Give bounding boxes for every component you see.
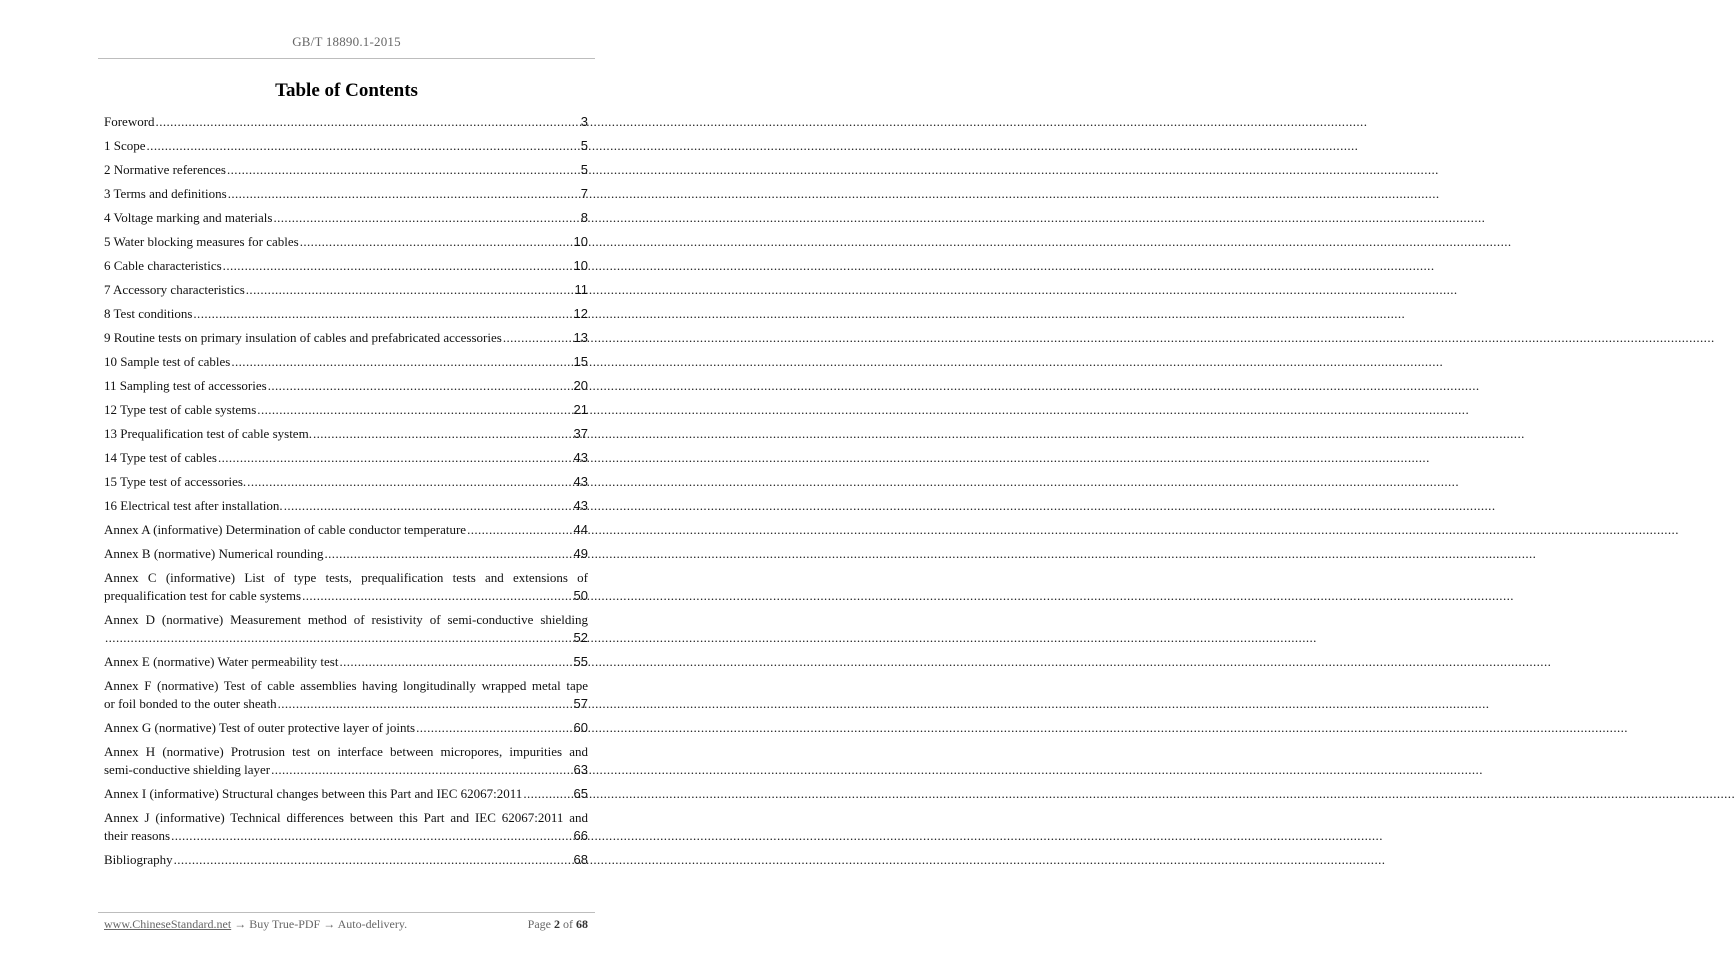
toc-entry[interactable] — [104, 449, 588, 467]
total-pages-number: 68 — [576, 917, 588, 931]
toc-entry-line — [104, 497, 588, 515]
toc-entry-title: Annex I (informative) Structural changes between this Part and IEC 62067:2011 — [104, 786, 523, 801]
page-title: Table of Contents — [275, 80, 418, 101]
toc-entry-page: 43 — [573, 474, 588, 489]
toc-leader-dots — [278, 695, 573, 713]
toc-leader-dots — [339, 653, 572, 671]
toc-entry-title: Annex G (normative) Test of outer protective layer of joints — [104, 720, 416, 735]
toc-entry-title: 6 Cable characteristics — [104, 258, 222, 273]
toc-entry-line — [104, 233, 588, 251]
toc-entry-line — [104, 257, 588, 275]
toc-entry[interactable] — [104, 611, 588, 647]
toc-entry-line — [104, 281, 588, 299]
toc-entry-page: 60 — [573, 720, 588, 735]
toc-entry[interactable] — [104, 473, 588, 491]
toc-leader-dots — [523, 785, 572, 803]
toc-entry[interactable] — [104, 497, 588, 515]
page-label: Page — [527, 917, 551, 931]
toc-entry-page: 10 — [573, 234, 588, 249]
toc-entry-page: 57 — [573, 696, 588, 711]
toc-entry-line — [104, 209, 588, 227]
toc-entry[interactable] — [104, 329, 588, 347]
toc-leader-dots — [325, 545, 573, 563]
toc-entry-page: 52 — [573, 630, 588, 645]
toc-entry-title: 15 Type test of accessories. — [104, 474, 247, 489]
toc-leader-dots — [227, 161, 580, 179]
toc-entry-line — [104, 473, 588, 491]
toc-entry-page: 13 — [573, 330, 588, 345]
toc-entry-page: 5 — [580, 162, 588, 177]
toc-entry-line — [104, 353, 588, 371]
toc-leader-dots — [105, 629, 573, 647]
toc-entry[interactable] — [104, 185, 588, 203]
toc-entry-page: 7 — [580, 186, 588, 201]
toc-entry-title: 8 Test conditions — [104, 306, 193, 321]
toc-entry-line — [104, 449, 588, 467]
toc-entry-page: 55 — [573, 654, 588, 669]
toc-entry-title: prequalification test for cable systems — [104, 588, 302, 603]
toc-entry-page: 43 — [573, 450, 588, 465]
toc-leader-dots — [313, 425, 573, 443]
toc-entry[interactable] — [104, 401, 588, 419]
toc-entry-title: 3 Terms and definitions — [104, 186, 227, 201]
toc-entry-line — [104, 137, 588, 155]
toc-entry-page: 65 — [573, 786, 588, 801]
toc-entry-page: 43 — [573, 498, 588, 513]
toc-entry-line — [104, 377, 588, 395]
toc-leader-dots — [246, 281, 574, 299]
toc-leader-dots — [467, 521, 572, 539]
toc-leader-dots — [223, 257, 573, 275]
toc-leader-dots — [156, 113, 580, 131]
toc-entry-line — [104, 425, 588, 443]
toc-leader-dots — [193, 305, 572, 323]
toc-entry-line — [104, 719, 588, 737]
toc-entry-line — [104, 185, 588, 203]
toc-entry-title: 5 Water blocking measures for cables — [104, 234, 299, 249]
toc-entry-page: 20 — [573, 378, 588, 393]
toc-entry[interactable] — [104, 377, 588, 395]
toc-entry-line — [104, 329, 588, 347]
toc-entry[interactable] — [104, 161, 588, 179]
toc-entry[interactable] — [104, 209, 588, 227]
toc-entry-title: or foil bonded to the outer sheath — [104, 696, 277, 711]
toc-entry[interactable] — [104, 569, 588, 605]
toc-entry-page: 3 — [580, 114, 588, 129]
toc-leader-dots — [247, 473, 572, 491]
page-header: GB/T 18890.1-2015 — [292, 34, 401, 49]
toc-entry-page: 10 — [573, 258, 588, 273]
header-divider — [98, 58, 595, 59]
toc-entry[interactable] — [104, 851, 588, 869]
page-number — [528, 917, 588, 932]
toc-leader-dots — [300, 233, 573, 251]
toc-entry-line — [104, 695, 588, 713]
toc-entry-title: 2 Normative references — [104, 162, 226, 177]
toc-entry-line — [104, 785, 588, 803]
toc-entry[interactable] — [104, 113, 588, 131]
toc-entry-page: 8 — [580, 210, 588, 225]
toc-entry-page: 12 — [573, 306, 588, 321]
toc-leader-dots — [503, 329, 573, 347]
website-link[interactable]: www.ChineseStandard.net — [104, 917, 232, 931]
footer-tagline: → Buy True-PDF → Auto-delivery. — [234, 917, 408, 931]
toc-entry-page: 5 — [580, 138, 588, 153]
toc-entry-line — [104, 545, 588, 563]
toc-entry-title: 9 Routine tests on primary insulation of cables and prefabricated accessories — [104, 330, 502, 345]
toc-entry-page: 63 — [573, 762, 588, 777]
toc-entry-title: Bibliography — [104, 852, 173, 867]
toc-entry[interactable] — [104, 809, 588, 845]
toc-entry-page: 66 — [573, 828, 588, 843]
toc-entry-line — [104, 161, 588, 179]
toc-entry[interactable] — [104, 677, 588, 713]
toc-entry[interactable] — [104, 743, 588, 779]
toc-entry-title: Annex A (informative) Determination of cable conductor temperature — [104, 522, 467, 537]
toc-entry[interactable] — [104, 257, 588, 275]
toc-entry[interactable] — [104, 233, 588, 251]
toc-leader-dots — [147, 137, 580, 155]
toc-entry-line — [104, 587, 588, 605]
toc-entry-title: 14 Type test of cables — [104, 450, 217, 465]
toc-entry-page: 50 — [573, 588, 588, 603]
toc-entry-line — [104, 827, 588, 845]
toc-entry-title: their reasons — [104, 828, 171, 843]
toc-entry[interactable] — [104, 137, 588, 155]
toc-entry[interactable] — [104, 425, 588, 443]
current-page-number: 2 — [554, 917, 560, 931]
toc-entry-title: Foreword — [104, 114, 155, 129]
footer-divider — [98, 912, 595, 913]
toc-entry-page: 15 — [573, 354, 588, 369]
page-footer — [104, 917, 588, 932]
toc-entry-title: 16 Electrical test after installation. — [104, 498, 283, 513]
toc-entry-line — [104, 653, 588, 671]
toc-entry-page: 68 — [573, 852, 588, 867]
table-of-contents — [104, 113, 588, 875]
toc-leader-dots — [416, 719, 572, 737]
toc-entry-line — [104, 851, 588, 869]
toc-entry-page: 37 — [573, 426, 588, 441]
toc-entry-line — [104, 113, 588, 131]
toc-leader-dots — [268, 377, 573, 395]
toc-entry-line — [104, 521, 588, 539]
toc-entry[interactable] — [104, 653, 588, 671]
toc-entry-title: 4 Voltage marking and materials — [104, 210, 273, 225]
toc-leader-dots — [231, 353, 572, 371]
toc-entry-title: 12 Type test of cable systems — [104, 402, 257, 417]
footer-left — [104, 917, 407, 932]
toc-entry[interactable] — [104, 521, 588, 539]
toc-entry-title-line1: Annex J (informative) Technical differences between this Part and IEC 62067:2011 and — [104, 810, 588, 825]
of-label: of — [563, 917, 573, 931]
toc-entry-title: 11 Sampling test of accessories — [104, 378, 267, 393]
toc-entry-title-line1: Annex H (normative) Protrusion test on interface between micropores, impurities and — [104, 744, 588, 759]
toc-entry-line — [104, 761, 588, 779]
toc-entry-title-line1: Annex F (normative) Test of cable assemblies having longitudinally wrapped metal tape — [104, 678, 588, 693]
toc-leader-dots — [271, 761, 572, 779]
toc-entry[interactable] — [104, 719, 588, 737]
toc-leader-dots — [284, 497, 573, 515]
toc-entry-title: semi-conductive shielding layer — [104, 762, 271, 777]
toc-leader-dots — [174, 851, 573, 869]
toc-entry-title: 10 Sample test of cables — [104, 354, 231, 369]
toc-entry-page: 21 — [573, 402, 588, 417]
toc-entry[interactable] — [104, 545, 588, 563]
toc-entry-title-line1: Annex D (normative) Measurement method of resistivity of semi-conductive shielding — [104, 612, 588, 627]
toc-leader-dots — [257, 401, 572, 419]
toc-entry-title: 1 Scope — [104, 138, 146, 153]
toc-entry-line — [104, 305, 588, 323]
toc-leader-dots — [228, 185, 580, 203]
toc-entry-title: 13 Prequalification test of cable system. — [104, 426, 312, 441]
toc-leader-dots — [218, 449, 573, 467]
toc-leader-dots — [273, 209, 579, 227]
toc-entry[interactable] — [104, 305, 588, 323]
toc-entry-line — [104, 629, 588, 647]
toc-entry-line — [104, 401, 588, 419]
toc-entry-page: 11 — [574, 282, 588, 297]
toc-entry[interactable] — [104, 785, 588, 803]
toc-leader-dots — [171, 827, 572, 845]
toc-entry-page: 49 — [573, 546, 588, 561]
toc-entry[interactable] — [104, 353, 588, 371]
toc-leader-dots — [302, 587, 572, 605]
toc-entry-title: Annex E (normative) Water permeability test — [104, 654, 339, 669]
toc-entry-title-line1: Annex C (informative) List of type tests, prequalification tests and extensions of — [104, 570, 588, 585]
toc-entry-title: Annex B (normative) Numerical rounding — [104, 546, 324, 561]
toc-entry-title: 7 Accessory characteristics — [104, 282, 245, 297]
toc-entry[interactable] — [104, 281, 588, 299]
toc-entry-page: 44 — [573, 522, 588, 537]
